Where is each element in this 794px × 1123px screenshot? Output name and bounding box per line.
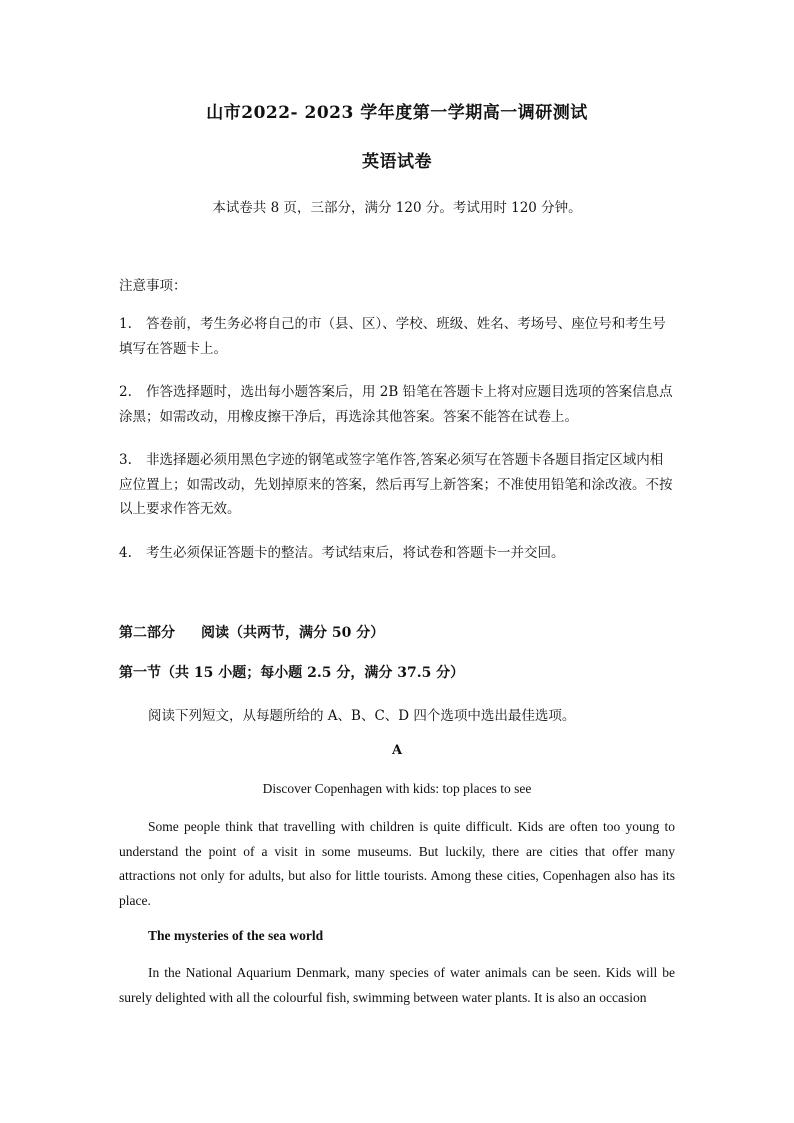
passage-paragraph: In the National Aquarium Denmark, many species of water animals can be seen. Kids will be surely delighted with all the colourful fish, swimming between water plants. It is also an occasion: [119, 965, 675, 1005]
part-heading: [119, 622, 384, 642]
note-item: [119, 541, 675, 566]
part-label: 第二部分: [119, 625, 175, 641]
note-number: 1.: [119, 316, 132, 332]
passage-subheading: The mysteries of the sea world: [148, 928, 324, 943]
passage-paragraph: Some people think that travelling with children is quite difficult. Kids are often too young to understand the point of a visit in some museums. But luckily, there are cities that offer many attractions not only for adults, but also for little tourists. Among these cities, Copenhagen also has its place.: [119, 819, 675, 908]
part-title: 阅读（共两节，满分 50 分）: [201, 625, 385, 641]
note-text: 非选择题必须用黑色字迹的钢笔或签字笔作答,答案必须写在答题卡各题目指定区域内相应位置上；如需改动，先划掉原来的答案，然后再写上新答案；不准使用铅笔和涂改液。不按以上要求作答无效。: [119, 452, 673, 517]
note-number: 3.: [119, 452, 132, 468]
paragraph-clip: [0, 955, 794, 1017]
section-heading: 第一节（共 15 小题；每小题 2.5 分，满分 37.5 分）: [119, 665, 465, 681]
reading-instruction: 阅读下列短文，从每题所给的 A、B、C、D 四个选项中选出最佳选项。: [148, 708, 576, 724]
note-text: 作答选择题时，选出每小题答案后，用 2B 铅笔在答题卡上将对应题目选项的答案信息点涂黑；如需改动，用橡皮擦干净后，再选涂其他答案。答案不能答在试卷上。: [119, 384, 673, 425]
note-number: 2.: [119, 384, 132, 400]
note-number: 4.: [119, 545, 132, 561]
passage-title: Discover Copenhagen with kids: top places to see: [262, 781, 532, 796]
note-text: 答卷前，考生务必将自己的市（县、区）、学校、班级、姓名、考场号、座位号和考生号填写在答题卡上。: [119, 316, 666, 357]
note-text: 考生必须保证答题卡的整洁。考试结束后，将试卷和答题卡一并交回。: [146, 545, 565, 561]
notes-heading: 注意事项：: [119, 278, 187, 294]
exam-summary: 本试卷共 8 页，三部分，满分 120 分。考试用时 120 分钟。: [212, 200, 582, 216]
subject-title: 英语试卷: [362, 152, 432, 172]
note-item: [119, 312, 675, 361]
note-item: [119, 380, 675, 429]
note-item: [119, 448, 675, 522]
passage-letter: A: [391, 743, 403, 758]
exam-title: 山市2022- 2023 学年度第一学期高一调研测试: [206, 103, 588, 123]
